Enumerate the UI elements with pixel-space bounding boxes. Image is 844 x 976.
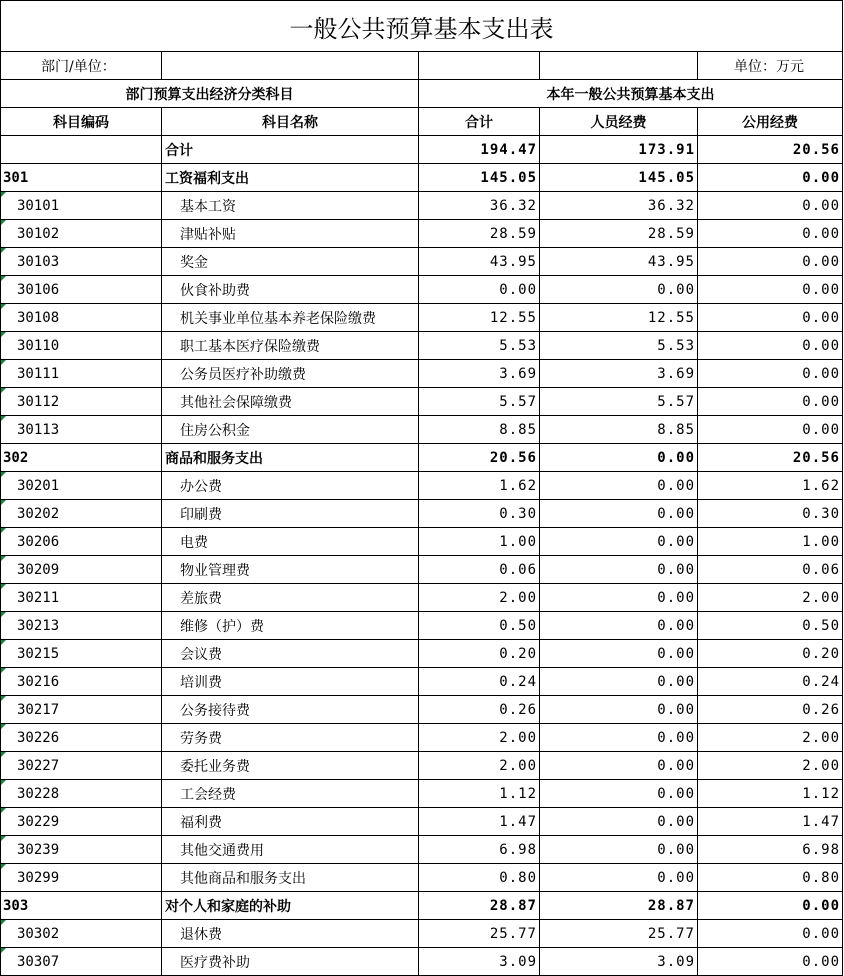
row-total: 3.69 xyxy=(419,360,540,388)
row-public: 0.50 xyxy=(698,612,843,640)
row-public: 2.00 xyxy=(698,584,843,612)
row-name: 工资福利支出 xyxy=(162,164,419,192)
row-name: 差旅费 xyxy=(162,584,419,612)
table-row xyxy=(1,304,843,332)
row-personnel: 5.57 xyxy=(540,388,698,416)
row-name: 会议费 xyxy=(162,640,419,668)
row-public: 0.00 xyxy=(698,248,843,276)
row-total: 0.24 xyxy=(419,668,540,696)
table-row xyxy=(1,752,843,780)
cell-marker-icon xyxy=(1,416,6,421)
row-total: 0.26 xyxy=(419,696,540,724)
row-personnel: 173.91 xyxy=(540,136,698,164)
cell-marker-icon xyxy=(1,948,6,953)
row-total: 36.32 xyxy=(419,192,540,220)
row-public: 0.00 xyxy=(698,276,843,304)
row-total: 8.85 xyxy=(419,416,540,444)
row-total: 2.00 xyxy=(419,584,540,612)
row-name: 其他商品和服务支出 xyxy=(162,864,419,892)
row-name: 维修（护）费 xyxy=(162,612,419,640)
row-name: 其他交通费用 xyxy=(162,836,419,864)
row-code: 30103 xyxy=(1,248,162,276)
row-total: 2.00 xyxy=(419,752,540,780)
table-row xyxy=(1,780,843,808)
table-row xyxy=(1,500,843,528)
cell-marker-icon xyxy=(1,556,6,561)
dept-label: 部门/单位： xyxy=(1,52,162,80)
cell-marker-icon xyxy=(1,248,6,253)
row-code: 30209 xyxy=(1,556,162,584)
row-total: 0.00 xyxy=(419,276,540,304)
row-total: 28.87 xyxy=(419,892,540,920)
table-row xyxy=(1,416,843,444)
cell-marker-icon xyxy=(1,360,6,365)
cell-marker-icon xyxy=(1,808,6,813)
row-total: 0.30 xyxy=(419,500,540,528)
row-public: 2.00 xyxy=(698,752,843,780)
row-personnel: 3.69 xyxy=(540,360,698,388)
row-total: 5.57 xyxy=(419,388,540,416)
row-personnel: 0.00 xyxy=(540,472,698,500)
row-public: 0.06 xyxy=(698,556,843,584)
header-name: 科目名称 xyxy=(162,108,419,136)
row-personnel: 0.00 xyxy=(540,584,698,612)
row-name: 劳务费 xyxy=(162,724,419,752)
row-code: 30206 xyxy=(1,528,162,556)
row-name: 伙食补助费 xyxy=(162,276,419,304)
row-total: 25.77 xyxy=(419,920,540,948)
row-total: 3.09 xyxy=(419,948,540,976)
row-name: 福利费 xyxy=(162,808,419,836)
row-personnel: 36.32 xyxy=(540,192,698,220)
table-row xyxy=(1,836,843,864)
cell-marker-icon xyxy=(1,472,6,477)
row-public: 1.12 xyxy=(698,780,843,808)
table-row xyxy=(1,164,843,192)
row-personnel: 28.59 xyxy=(540,220,698,248)
row-code: 30106 xyxy=(1,276,162,304)
cell-marker-icon xyxy=(1,920,6,925)
row-name: 委托业务费 xyxy=(162,752,419,780)
row-personnel: 25.77 xyxy=(540,920,698,948)
row-total: 145.05 xyxy=(419,164,540,192)
row-personnel: 0.00 xyxy=(540,556,698,584)
row-personnel: 0.00 xyxy=(540,808,698,836)
table-row xyxy=(1,248,843,276)
cell-marker-icon xyxy=(1,724,6,729)
row-code: 30202 xyxy=(1,500,162,528)
table-row xyxy=(1,388,843,416)
row-personnel: 8.85 xyxy=(540,416,698,444)
row-code: 301 xyxy=(1,164,162,192)
row-name: 合计 xyxy=(162,136,419,164)
row-name: 对个人和家庭的补助 xyxy=(162,892,419,920)
row-total: 0.50 xyxy=(419,612,540,640)
row-personnel: 12.55 xyxy=(540,304,698,332)
row-public: 0.00 xyxy=(698,388,843,416)
table-row xyxy=(1,444,843,472)
row-name: 退休费 xyxy=(162,920,419,948)
table-row xyxy=(1,920,843,948)
cell-marker-icon xyxy=(1,220,6,225)
header-left-group: 部门预算支出经济分类科目 xyxy=(1,80,419,108)
row-name: 物业管理费 xyxy=(162,556,419,584)
row-personnel: 0.00 xyxy=(540,444,698,472)
row-public: 0.00 xyxy=(698,192,843,220)
row-personnel: 43.95 xyxy=(540,248,698,276)
cell-marker-icon xyxy=(1,388,6,393)
row-personnel: 0.00 xyxy=(540,528,698,556)
table-row xyxy=(1,640,843,668)
row-total: 1.12 xyxy=(419,780,540,808)
table-row xyxy=(1,668,843,696)
row-name: 基本工资 xyxy=(162,192,419,220)
row-name: 工会经费 xyxy=(162,780,419,808)
row-code: 30239 xyxy=(1,836,162,864)
row-public: 20.56 xyxy=(698,444,843,472)
row-personnel: 0.00 xyxy=(540,500,698,528)
table-row xyxy=(1,556,843,584)
table-row xyxy=(1,360,843,388)
cell-marker-icon xyxy=(1,332,6,337)
table-row xyxy=(1,724,843,752)
row-public: 0.00 xyxy=(698,332,843,360)
cell-marker-icon xyxy=(1,780,6,785)
row-name: 住房公积金 xyxy=(162,416,419,444)
row-name: 公务接待费 xyxy=(162,696,419,724)
row-name: 医疗费补助 xyxy=(162,948,419,976)
table-row xyxy=(1,612,843,640)
row-public: 0.00 xyxy=(698,164,843,192)
row-code: 30226 xyxy=(1,724,162,752)
row-personnel: 0.00 xyxy=(540,276,698,304)
cell-marker-icon xyxy=(1,668,6,673)
row-code: 30215 xyxy=(1,640,162,668)
row-personnel: 5.53 xyxy=(540,332,698,360)
row-public: 0.20 xyxy=(698,640,843,668)
row-public: 0.00 xyxy=(698,948,843,976)
cell-marker-icon xyxy=(1,528,6,533)
row-code xyxy=(1,136,162,164)
table-row xyxy=(1,892,843,920)
row-total: 43.95 xyxy=(419,248,540,276)
cell-marker-icon xyxy=(1,864,6,869)
row-personnel: 0.00 xyxy=(540,640,698,668)
table-row xyxy=(1,528,843,556)
row-total: 2.00 xyxy=(419,724,540,752)
row-code: 30213 xyxy=(1,612,162,640)
header-code: 科目编码 xyxy=(1,108,162,136)
row-name: 商品和服务支出 xyxy=(162,444,419,472)
row-public: 20.56 xyxy=(698,136,843,164)
row-public: 1.47 xyxy=(698,808,843,836)
table-row xyxy=(1,808,843,836)
row-personnel: 0.00 xyxy=(540,864,698,892)
row-public: 0.00 xyxy=(698,220,843,248)
row-code: 30229 xyxy=(1,808,162,836)
row-total: 0.80 xyxy=(419,864,540,892)
cell-marker-icon xyxy=(1,752,6,757)
header-right-group: 本年一般公共预算基本支出 xyxy=(419,80,843,108)
row-code: 302 xyxy=(1,444,162,472)
row-code: 30227 xyxy=(1,752,162,780)
row-total: 5.53 xyxy=(419,332,540,360)
row-code: 30217 xyxy=(1,696,162,724)
row-code: 30307 xyxy=(1,948,162,976)
row-name: 津贴补贴 xyxy=(162,220,419,248)
row-public: 0.00 xyxy=(698,360,843,388)
table-row xyxy=(1,472,843,500)
row-code: 30110 xyxy=(1,332,162,360)
row-public: 0.80 xyxy=(698,864,843,892)
table-row xyxy=(1,332,843,360)
row-total: 1.47 xyxy=(419,808,540,836)
row-code: 30102 xyxy=(1,220,162,248)
row-name: 奖金 xyxy=(162,248,419,276)
cell-marker-icon xyxy=(1,276,6,281)
row-code: 30211 xyxy=(1,584,162,612)
row-total: 194.47 xyxy=(419,136,540,164)
row-total: 0.06 xyxy=(419,556,540,584)
row-name: 其他社会保障缴费 xyxy=(162,388,419,416)
blank-cell xyxy=(540,52,698,80)
table-row xyxy=(1,584,843,612)
row-public: 0.00 xyxy=(698,920,843,948)
row-total: 6.98 xyxy=(419,836,540,864)
table-row xyxy=(1,696,843,724)
row-personnel: 28.87 xyxy=(540,892,698,920)
row-code: 30101 xyxy=(1,192,162,220)
row-name: 培训费 xyxy=(162,668,419,696)
row-personnel: 0.00 xyxy=(540,752,698,780)
row-public: 0.26 xyxy=(698,696,843,724)
table-row xyxy=(1,864,843,892)
blank-cell xyxy=(419,52,540,80)
row-total: 1.62 xyxy=(419,472,540,500)
row-total: 20.56 xyxy=(419,444,540,472)
row-personnel: 0.00 xyxy=(540,836,698,864)
row-personnel: 0.00 xyxy=(540,780,698,808)
row-public: 0.00 xyxy=(698,416,843,444)
table-row xyxy=(1,136,843,164)
row-public: 0.24 xyxy=(698,668,843,696)
row-personnel: 0.00 xyxy=(540,612,698,640)
cell-marker-icon xyxy=(1,612,6,617)
row-code: 30108 xyxy=(1,304,162,332)
row-personnel: 0.00 xyxy=(540,668,698,696)
row-public: 2.00 xyxy=(698,724,843,752)
row-code: 303 xyxy=(1,892,162,920)
table-row xyxy=(1,220,843,248)
row-code: 30201 xyxy=(1,472,162,500)
row-name: 职工基本医疗保险缴费 xyxy=(162,332,419,360)
cell-marker-icon xyxy=(1,584,6,589)
row-personnel: 3.09 xyxy=(540,948,698,976)
row-personnel: 0.00 xyxy=(540,696,698,724)
row-name: 电费 xyxy=(162,528,419,556)
row-personnel: 0.00 xyxy=(540,724,698,752)
header-public: 公用经费 xyxy=(698,108,843,136)
row-name: 印刷费 xyxy=(162,500,419,528)
row-total: 1.00 xyxy=(419,528,540,556)
row-total: 0.20 xyxy=(419,640,540,668)
table-row xyxy=(1,948,843,976)
row-code: 30112 xyxy=(1,388,162,416)
cell-marker-icon xyxy=(1,696,6,701)
cell-marker-icon xyxy=(1,500,6,505)
table-title: 一般公共预算基本支出表 xyxy=(1,1,843,52)
row-public: 0.00 xyxy=(698,304,843,332)
cell-marker-icon xyxy=(1,304,6,309)
row-code: 30113 xyxy=(1,416,162,444)
row-code: 30228 xyxy=(1,780,162,808)
cell-marker-icon xyxy=(1,640,6,645)
row-public: 1.00 xyxy=(698,528,843,556)
row-personnel: 145.05 xyxy=(540,164,698,192)
row-public: 6.98 xyxy=(698,836,843,864)
row-code: 30302 xyxy=(1,920,162,948)
row-total: 28.59 xyxy=(419,220,540,248)
row-code: 30111 xyxy=(1,360,162,388)
row-public: 0.30 xyxy=(698,500,843,528)
row-total: 12.55 xyxy=(419,304,540,332)
header-total: 合计 xyxy=(419,108,540,136)
row-public: 1.62 xyxy=(698,472,843,500)
table-row xyxy=(1,192,843,220)
row-name: 办公费 xyxy=(162,472,419,500)
row-code: 30216 xyxy=(1,668,162,696)
header-personnel: 人员经费 xyxy=(540,108,698,136)
cell-marker-icon xyxy=(1,836,6,841)
row-public: 0.00 xyxy=(698,892,843,920)
table-row xyxy=(1,276,843,304)
row-name: 机关事业单位基本养老保险缴费 xyxy=(162,304,419,332)
row-code: 30299 xyxy=(1,864,162,892)
row-name: 公务员医疗补助缴费 xyxy=(162,360,419,388)
dept-value-cell xyxy=(162,52,419,80)
cell-marker-icon xyxy=(1,192,6,197)
unit-label: 单位：万元 xyxy=(698,52,843,80)
